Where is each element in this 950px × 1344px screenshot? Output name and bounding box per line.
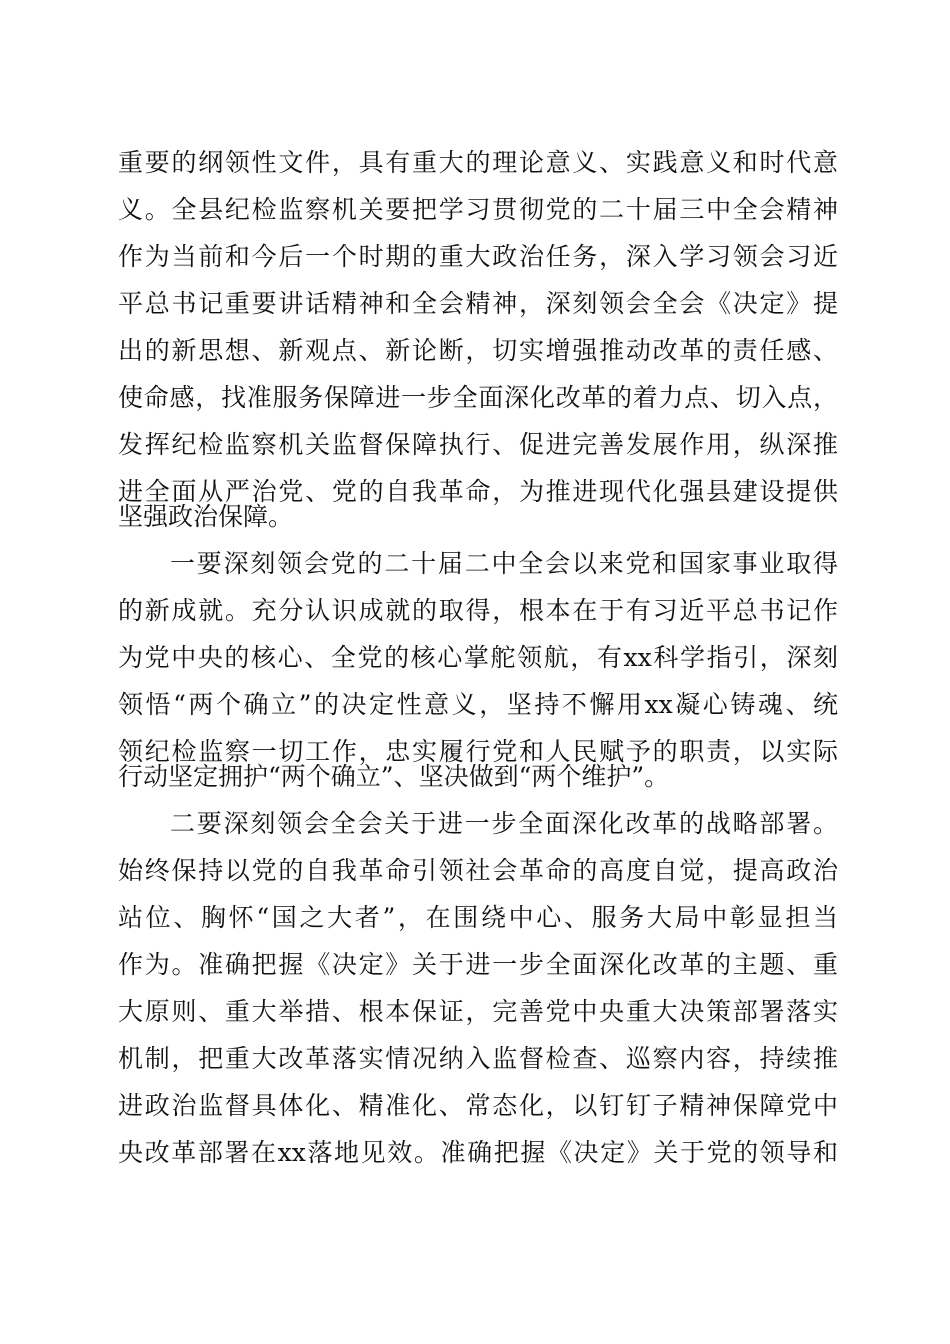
text-line: 领纪检监察一切工作，忠实履行党和人民赋予的职责，以实际	[118, 737, 838, 766]
paragraph-first-line: 二要深刻领会全会关于进一步全面深化改革的战略部署。	[170, 809, 838, 838]
text-line: 机制，把重大改革落实情况纳入监督检查、巡察内容，持续推	[118, 1044, 838, 1073]
text-line: 行动坚定拥护“两个确立”、坚决做到“两个维护”。	[118, 762, 670, 791]
text-line: 义。全县纪检监察机关要把学习贯彻党的二十届三中全会精神	[118, 195, 838, 224]
text-line: 坚强政治保障。	[118, 502, 294, 531]
paragraph-first-line: 一要深刻领会党的二十届二中全会以来党和国家事业取得	[170, 549, 838, 578]
text-line: 进全面从严治党、党的自我革命，为推进现代化强县建设提供	[118, 477, 838, 506]
text-line: 领悟“两个确立”的决定性意义，坚持不懈用xx凝心铸魂、统	[118, 690, 838, 719]
text-line: 作为。准确把握《决定》关于进一步全面深化改革的主题、重	[118, 950, 838, 979]
text-line: 大原则、重大举措、根本保证，完善党中央重大决策部署落实	[118, 997, 838, 1026]
text-line: 作为当前和今后一个时期的重大政治任务，深入学习领会习近	[118, 242, 838, 271]
text-line: 使命感，找准服务保障进一步全面深化改革的着力点、切入点，	[118, 383, 838, 412]
text-line: 央改革部署在xx落地见效。准确把握《决定》关于党的领导和	[118, 1138, 838, 1167]
text-line: 进政治监督具体化、精准化、常态化，以钉钉子精神保障党中	[118, 1091, 838, 1120]
text-line: 出的新思想、新观点、新论断，切实增强推动改革的责任感、	[118, 336, 838, 365]
text-line: 平总书记重要讲话精神和全会精神，深刻领会全会《决定》提	[118, 289, 838, 318]
text-line: 站位、胸怀“国之大者”，在围绕中心、服务大局中彰显担当	[118, 903, 838, 932]
text-line: 始终保持以党的自我革命引领社会革命的高度自觉，提高政治	[118, 856, 838, 885]
text-line: 重要的纲领性文件，具有重大的理论意义、实践意义和时代意	[118, 148, 838, 177]
text-line: 的新成就。充分认识成就的取得，根本在于有习近平总书记作	[118, 596, 838, 625]
text-line: 发挥纪检监察机关监督保障执行、促进完善发展作用，纵深推	[118, 430, 838, 459]
text-line: 为党中央的核心、全党的核心掌舵领航，有xx科学指引，深刻	[118, 643, 838, 672]
